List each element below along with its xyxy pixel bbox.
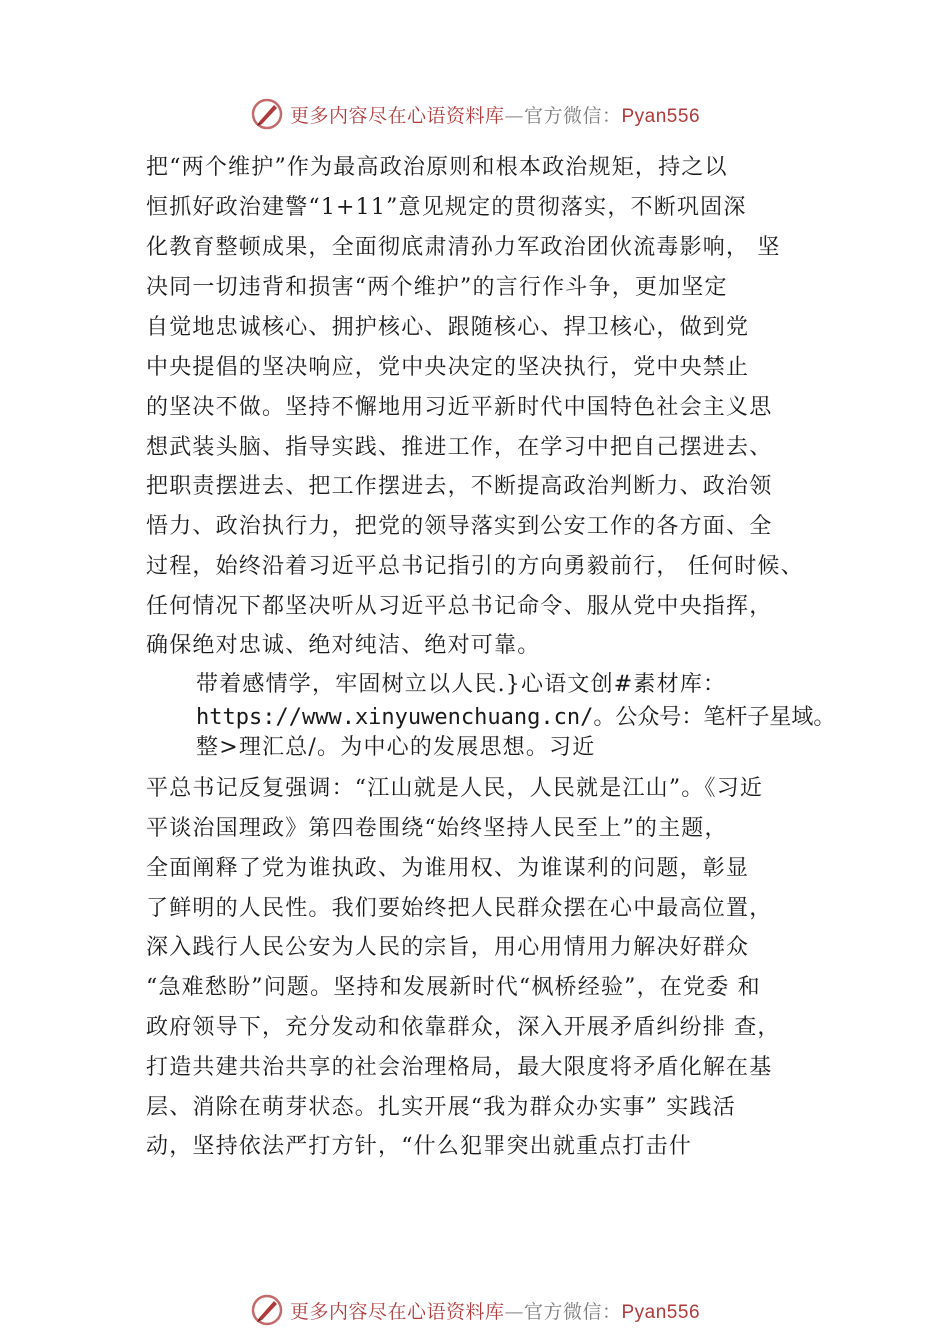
text-line: 平谈治国理政》第四卷围绕“始终坚持人民至上”的主题，: [146, 816, 728, 841]
text-line: 自觉地忠诚核心、拥护核心、跟随核心、捍卫核心，做到党: [146, 315, 750, 340]
banner-wechat-id: Pyan556: [621, 105, 701, 127]
banner-official-label: 官方微信：: [523, 104, 622, 127]
text-line: 把“两个维护”作为最高政治原则和根本政治规矩，持之以: [146, 155, 728, 180]
text-line: 化教育整顿成果，全面彻底肃清孙力军政治团伙流毒影响， 坚: [146, 235, 781, 260]
text-line: 全面阐释了党为谁执政、为谁用权、为谁谋利的问题，彰显: [146, 856, 750, 881]
text-line: 深入践行人民公安为人民的宗旨，用心用情用力解决好群众: [146, 935, 750, 960]
text-line: 政府领导下，充分发动和依靠群众，深入开展矛盾纠纷排 查，: [146, 1015, 781, 1040]
text-line: 把职责摆进去、把工作摆进去，不断提高政治判断力、政治领: [146, 474, 773, 499]
text-line: 过程，始终沿着习近平总书记指引的方向勇毅前行， 任何时候、: [146, 554, 804, 579]
text-line: 想武装头脑、指导实践、推进工作，在学习中把自己摆进去、: [146, 435, 773, 460]
text-line: 层、消除在萌芽状态。扎实开展“我为群众办实事” 实践活: [146, 1095, 736, 1120]
banner-brand: 更多内容尽在心语资料库: [289, 1300, 505, 1323]
text-line: “急难愁盼”问题。坚持和发展新时代“枫桥经验”，在党委 和: [146, 975, 761, 1000]
banner-separator: —: [504, 1300, 524, 1323]
footer-banner: [0, 1290, 950, 1330]
text-line: 了鲜明的人民性。我们要始终把人民群众摆在心中最高位置，: [146, 896, 773, 921]
text-line: 恒抓好政治建警“1+11”意见规定的贯彻落实，不断巩固深: [146, 195, 747, 220]
banner-official-label: 官方微信：: [523, 1300, 622, 1323]
banner-wechat-id: Pyan556: [621, 1301, 701, 1323]
inserted-line: 整>理汇总/。为中心的发展思想。习近: [196, 735, 596, 760]
text-line: 平总书记反复强调：“江山就是人民，人民就是江山”。《习近: [146, 776, 764, 801]
text-line: 任何情况下都坚决听从习近平总书记命令、服从党中央指挥，: [146, 594, 773, 619]
text-line: 悟力、政治执行力，把党的领导落实到公安工作的各方面、全: [146, 514, 773, 539]
banner-brand: 更多内容尽在心语资料库: [289, 104, 505, 127]
text-line: 决同一切违背和损害“两个维护”的言行作斗争，更加坚定: [146, 275, 728, 300]
text-line: 动，坚持依法严打方针，“什么犯罪突出就重点打击什: [146, 1134, 693, 1159]
banner-text: [290, 1297, 700, 1324]
text-line: 确保绝对忠诚、绝对纯洁、绝对可靠。: [146, 633, 541, 658]
text-line: 打造共建共治共享的社会治理格局，最大限度将矛盾化解在基: [146, 1055, 773, 1080]
text-line: 中央提倡的坚决响应，党中央决定的坚决执行，党中央禁止: [146, 355, 750, 380]
banner-separator: —: [504, 104, 524, 127]
inserted-url-line: https://www.xinyuwenchuang.cn/。公众号：笔杆子星域。: [196, 705, 836, 730]
text-line: 的坚决不做。坚持不懈地用习近平新时代中国特色社会主义思: [146, 395, 773, 420]
inserted-line: 带着感情学，牢固树立以人民.}心语文创#素材库：: [196, 672, 727, 697]
brush-logo-icon: [250, 1293, 284, 1327]
